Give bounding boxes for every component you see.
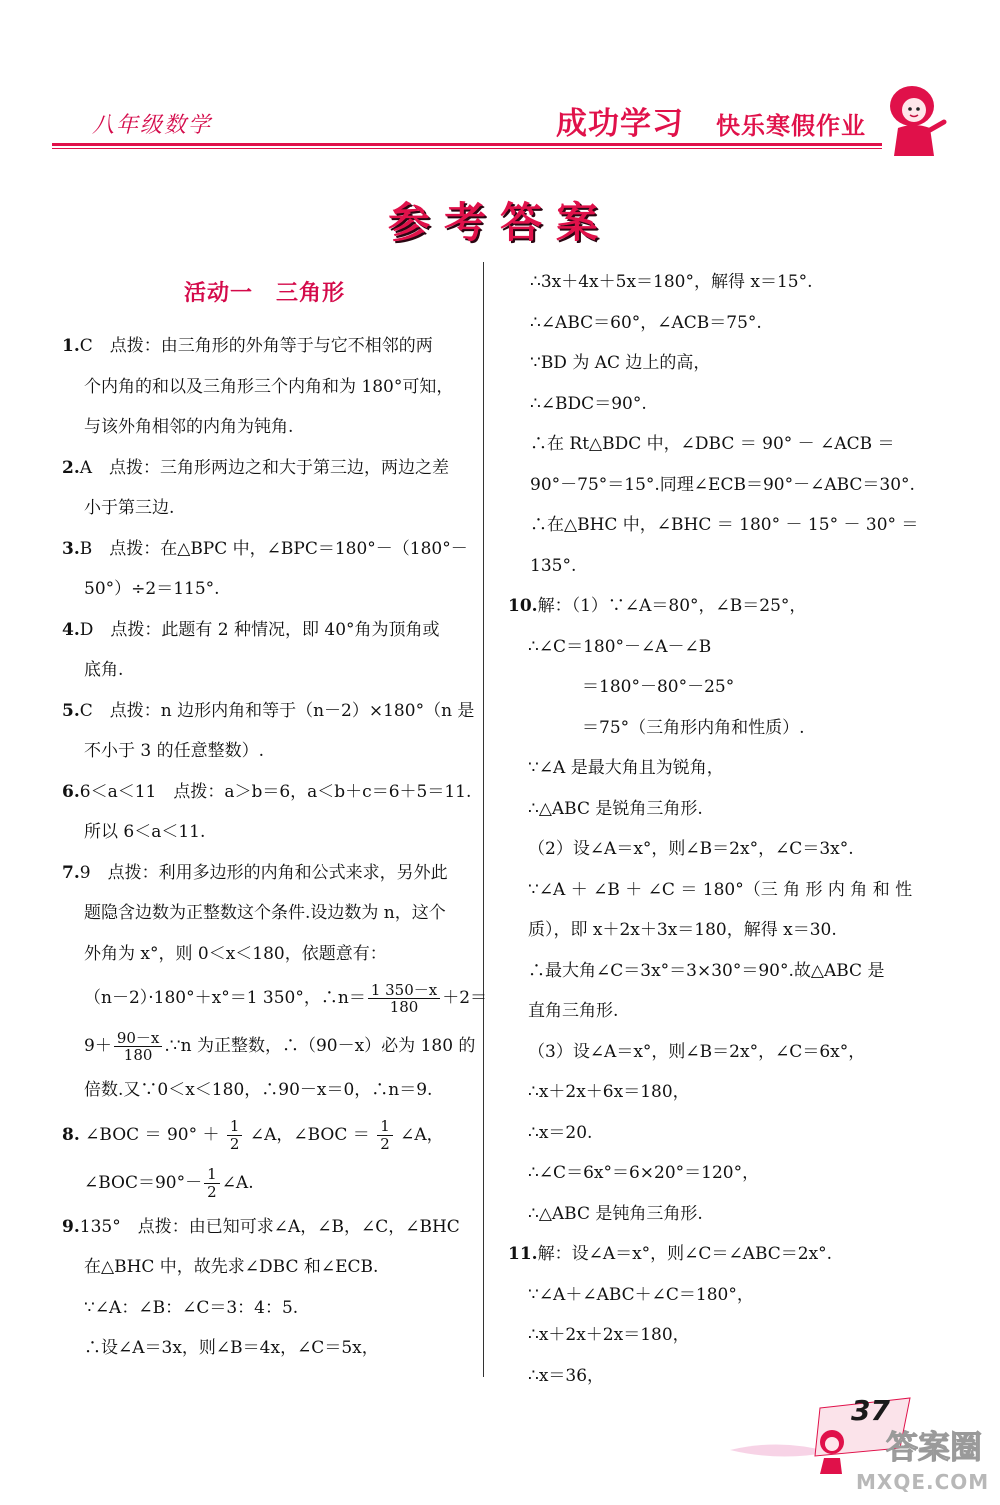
question-number: 10. bbox=[508, 596, 538, 616]
q8-text-a: ∠BOC ＝ 90° ＋ bbox=[85, 1124, 220, 1145]
answer-line bbox=[508, 1315, 905, 1356]
answer-text: 直角三角形. bbox=[528, 1001, 619, 1021]
fraction-numerator: 90－x bbox=[114, 1030, 163, 1048]
answer-line bbox=[62, 731, 467, 772]
answer-line bbox=[508, 586, 905, 627]
answer-line bbox=[62, 1247, 467, 1288]
answer-text: C 点拨：n 边形内角和等于（n－2）×180°（n 是 bbox=[79, 700, 475, 721]
answer-line bbox=[508, 1234, 905, 1275]
answer-text: ∴最大角∠C＝3x°＝3×30°＝90°.故△ABC 是 bbox=[528, 960, 885, 981]
answer-text: ∴△ABC 是锐角三角形. bbox=[528, 798, 703, 819]
section-title: 活动一 三角形 bbox=[183, 281, 345, 306]
fraction bbox=[368, 982, 440, 1016]
answer-text: ∴∠C＝180°－∠A－∠B bbox=[528, 636, 712, 657]
question-number: 8. bbox=[62, 1124, 80, 1145]
answer-text: 6＜a＜11 点拨：a＞b＝6，a＜b＋c＝6＋5＝11. bbox=[79, 781, 472, 802]
book-subject-label: 八年级数学 bbox=[92, 113, 213, 138]
answer-line bbox=[508, 424, 905, 465]
answer-line bbox=[508, 829, 905, 870]
answer-line bbox=[508, 870, 913, 911]
answer-line bbox=[508, 384, 905, 425]
answer-line-q7-end: 倍数.又∵0＜x＜180，∴90－x＝0，∴n＝9. bbox=[84, 1080, 433, 1100]
answer-text: B 点拨：在△BPC 中，∠BPC＝180°－（180°－ bbox=[79, 538, 468, 559]
answer-text: ∴x＋2x＋6x＝180， bbox=[528, 1082, 690, 1102]
answer-line bbox=[62, 1207, 467, 1248]
answer-line bbox=[62, 529, 467, 570]
q7-text-d: .∵n 为正整数，∴（90－x）必为 180 的 bbox=[164, 1036, 476, 1056]
answer-text: 与该外角相邻的内角为钝角. bbox=[84, 417, 294, 437]
answer-line bbox=[62, 488, 467, 529]
left-column bbox=[62, 262, 488, 1369]
answer-text: （2）设∠A＝x°，则∠B＝2x°，∠C＝3x°. bbox=[528, 839, 854, 859]
answer-text: ∴∠C＝6x°＝6×20°＝120°， bbox=[528, 1163, 760, 1183]
answer-line bbox=[62, 934, 467, 975]
answer-line bbox=[62, 1288, 467, 1329]
answer-text: 不小于 3 的任意整数）. bbox=[84, 741, 265, 761]
answer-line bbox=[62, 853, 467, 894]
answer-line bbox=[62, 1328, 467, 1369]
answer-text: ∵∠A 是最大角且为锐角， bbox=[528, 758, 724, 778]
watermark-logo-text: 答案圈 bbox=[886, 1428, 983, 1466]
answer-line bbox=[62, 569, 467, 610]
page-title: 参考答案 bbox=[387, 198, 612, 247]
watermark-logo-icon bbox=[882, 1420, 992, 1468]
fraction bbox=[204, 1166, 220, 1200]
question-number: 9. bbox=[62, 1216, 80, 1237]
watermark-text: MXQE.COM bbox=[856, 1470, 990, 1494]
answer-line bbox=[508, 546, 905, 587]
answer-text: ∴∠ABC＝60°，∠ACB＝75°. bbox=[530, 312, 762, 333]
answer-line bbox=[62, 893, 467, 934]
header-rule bbox=[52, 143, 882, 146]
answer-text: 质），即 x＋2x＋3x＝180，解得 x＝30. bbox=[528, 920, 837, 940]
answer-line bbox=[508, 1032, 905, 1073]
fraction-denominator: 2 bbox=[380, 1134, 390, 1153]
page-number: 37 bbox=[851, 1394, 890, 1427]
answer-line bbox=[508, 748, 905, 789]
answer-text: ∵∠A ＋ ∠B ＋ ∠C ＝ 180°（三 角 形 内 角 和 性 bbox=[528, 879, 913, 900]
q8-text-d: ∠BOC＝90°－ bbox=[84, 1172, 203, 1193]
answer-line bbox=[508, 667, 905, 708]
answer-text: （3）设∠A＝x°，则∠B＝2x°，∠C＝6x°， bbox=[528, 1041, 866, 1062]
answer-text: ∴设∠A＝3x，则∠B＝4x，∠C＝5x， bbox=[84, 1338, 379, 1358]
question-number: 3. bbox=[62, 538, 80, 559]
right-column bbox=[508, 262, 919, 1396]
answer-line bbox=[62, 691, 475, 732]
answer-text: ＝180°－80°－25° bbox=[582, 677, 735, 697]
q7-text-a: （n－2）·180°＋x°＝1 350°，∴n＝ bbox=[84, 988, 366, 1008]
answer-line bbox=[508, 303, 905, 344]
answer-line bbox=[508, 991, 905, 1032]
answer-line bbox=[508, 1194, 905, 1235]
question-number: 7. bbox=[62, 862, 80, 883]
answer-line bbox=[508, 910, 905, 951]
answer-text: 解：（1）∵∠A＝80°，∠B＝25°， bbox=[537, 596, 807, 616]
answer-line bbox=[62, 812, 467, 853]
q8-text-e: ∠A. bbox=[221, 1172, 254, 1193]
answer-text: ∴△ABC 是钝角三角形. bbox=[528, 1203, 703, 1224]
answer-line-q7-fraction-1 bbox=[62, 974, 488, 1022]
answer-text: ∴x＝20. bbox=[528, 1122, 593, 1143]
question-number: 6. bbox=[62, 781, 80, 802]
answer-text: 在△BHC 中，故先求∠DBC 和∠ECB. bbox=[84, 1257, 379, 1277]
answer-text: ∴x＋2x＋2x＝180， bbox=[528, 1325, 690, 1345]
fraction bbox=[227, 1118, 243, 1152]
answer-line-q7-fraction-2 bbox=[62, 1022, 476, 1070]
fraction-denominator: 180 bbox=[123, 1046, 153, 1064]
question-number: 11. bbox=[508, 1244, 538, 1264]
brand-title: 成功学习 bbox=[556, 106, 684, 142]
answer-line-q8-b bbox=[62, 1159, 467, 1207]
answer-text: 9 点拨：利用多边形的内角和公式来求，另外此 bbox=[79, 862, 448, 883]
answer-line bbox=[62, 448, 467, 489]
answer-text: 底角. bbox=[84, 660, 124, 680]
q7-text-b: ＋2＝ bbox=[442, 988, 488, 1008]
answer-line bbox=[508, 1113, 905, 1154]
answer-line bbox=[508, 627, 905, 668]
answer-line-q8-a bbox=[62, 1111, 467, 1159]
right-answer-lines bbox=[508, 262, 919, 1396]
answer-text: ∵∠A：∠B：∠C＝3：4：5. bbox=[84, 1297, 299, 1318]
answer-text: ∴x＝36， bbox=[528, 1365, 605, 1386]
answer-text: ＝75°（三角形内角和性质）. bbox=[582, 717, 805, 738]
column-divider bbox=[483, 262, 484, 1377]
fraction-numerator: 1 350－x bbox=[368, 982, 440, 1000]
q7-text-c: 9＋ bbox=[84, 1036, 112, 1056]
answer-line bbox=[508, 1153, 905, 1194]
answer-text: 135°. bbox=[530, 555, 577, 576]
answer-line bbox=[62, 772, 472, 813]
fraction-denominator: 180 bbox=[389, 998, 419, 1016]
answer-line bbox=[508, 789, 905, 830]
answer-line bbox=[62, 650, 467, 691]
brand-subtitle: 快乐寒假作业 bbox=[716, 112, 866, 140]
answer-line bbox=[62, 610, 467, 651]
fraction-denominator: 2 bbox=[229, 1134, 240, 1153]
answer-text: 外角为 x°，则 0＜x＜180，依题意有： bbox=[84, 943, 387, 964]
answer-line bbox=[508, 505, 919, 546]
answer-line bbox=[508, 262, 905, 303]
q8-text-b: ∠A，∠BOC ＝ bbox=[249, 1124, 370, 1145]
answer-text: 90°－75°＝15°.同理∠ECB＝90°－∠ABC＝30°. bbox=[530, 474, 915, 495]
answer-text: 135° 点拨：由已知可求∠A，∠B，∠C，∠BHC bbox=[79, 1216, 460, 1237]
fraction-numerator: 1 bbox=[227, 1118, 243, 1136]
answer-text: C 点拨：由三角形的外角等于与它不相邻的两 bbox=[79, 336, 433, 356]
answer-text: A 点拨：三角形两边之和大于第三边，两边之差 bbox=[79, 457, 450, 478]
fraction bbox=[377, 1118, 393, 1152]
answer-line bbox=[62, 407, 467, 448]
answer-text: 小于第三边. bbox=[84, 498, 175, 518]
answer-line bbox=[508, 708, 905, 749]
fraction-numerator: 1 bbox=[377, 1118, 393, 1136]
answer-text: ∴3x＋4x＋5x＝180°，解得 x＝15°. bbox=[530, 272, 813, 292]
answer-line bbox=[508, 951, 905, 992]
answer-text: ∴∠BDC＝90°. bbox=[530, 393, 647, 414]
answer-text: 个内角的和以及三角形三个内角和为 180°可知， bbox=[84, 376, 454, 397]
fraction bbox=[114, 1030, 163, 1064]
answer-text: 所以 6＜a＜11. bbox=[84, 822, 206, 842]
question-number: 5. bbox=[62, 700, 80, 721]
q8-text-c: ∠A， bbox=[400, 1124, 444, 1145]
answer-text: ∵BD 为 AC 边上的高， bbox=[530, 353, 711, 373]
answer-text: ∵∠A＋∠ABC＋∠C＝180°， bbox=[528, 1284, 754, 1305]
left-answer-tail bbox=[62, 1207, 467, 1369]
answer-line bbox=[62, 367, 467, 408]
answer-text: ∴在 Rt△BDC 中，∠DBC ＝ 90° － ∠ACB ＝ bbox=[530, 434, 895, 454]
left-answer-lines bbox=[62, 326, 475, 974]
header-rule-thin bbox=[52, 148, 882, 149]
fraction-numerator: 1 bbox=[204, 1166, 220, 1184]
mascot-girl-icon bbox=[880, 78, 950, 158]
answer-text: D 点拨：此题有 2 种情况，即 40°角为顶角或 bbox=[79, 619, 440, 640]
fraction-denominator: 2 bbox=[207, 1182, 217, 1201]
question-number: 2. bbox=[62, 457, 80, 478]
answer-line bbox=[508, 343, 905, 384]
answer-line bbox=[62, 326, 467, 367]
answer-line bbox=[508, 1275, 905, 1316]
answer-text: 50°）÷2＝115°. bbox=[84, 579, 220, 599]
answer-text: 解：设∠A＝x°，则∠C＝∠ABC＝2x°. bbox=[537, 1244, 833, 1264]
answer-text: ∴在△BHC 中，∠BHC ＝ 180° － 15° － 30° ＝ bbox=[530, 515, 919, 535]
answer-line bbox=[508, 465, 915, 506]
answer-line bbox=[508, 1072, 905, 1113]
question-number: 4. bbox=[62, 619, 80, 640]
question-number: 1. bbox=[62, 336, 80, 356]
answer-text: 题隐含边数为正整数这个条件.设边数为 n，这个 bbox=[84, 903, 446, 923]
